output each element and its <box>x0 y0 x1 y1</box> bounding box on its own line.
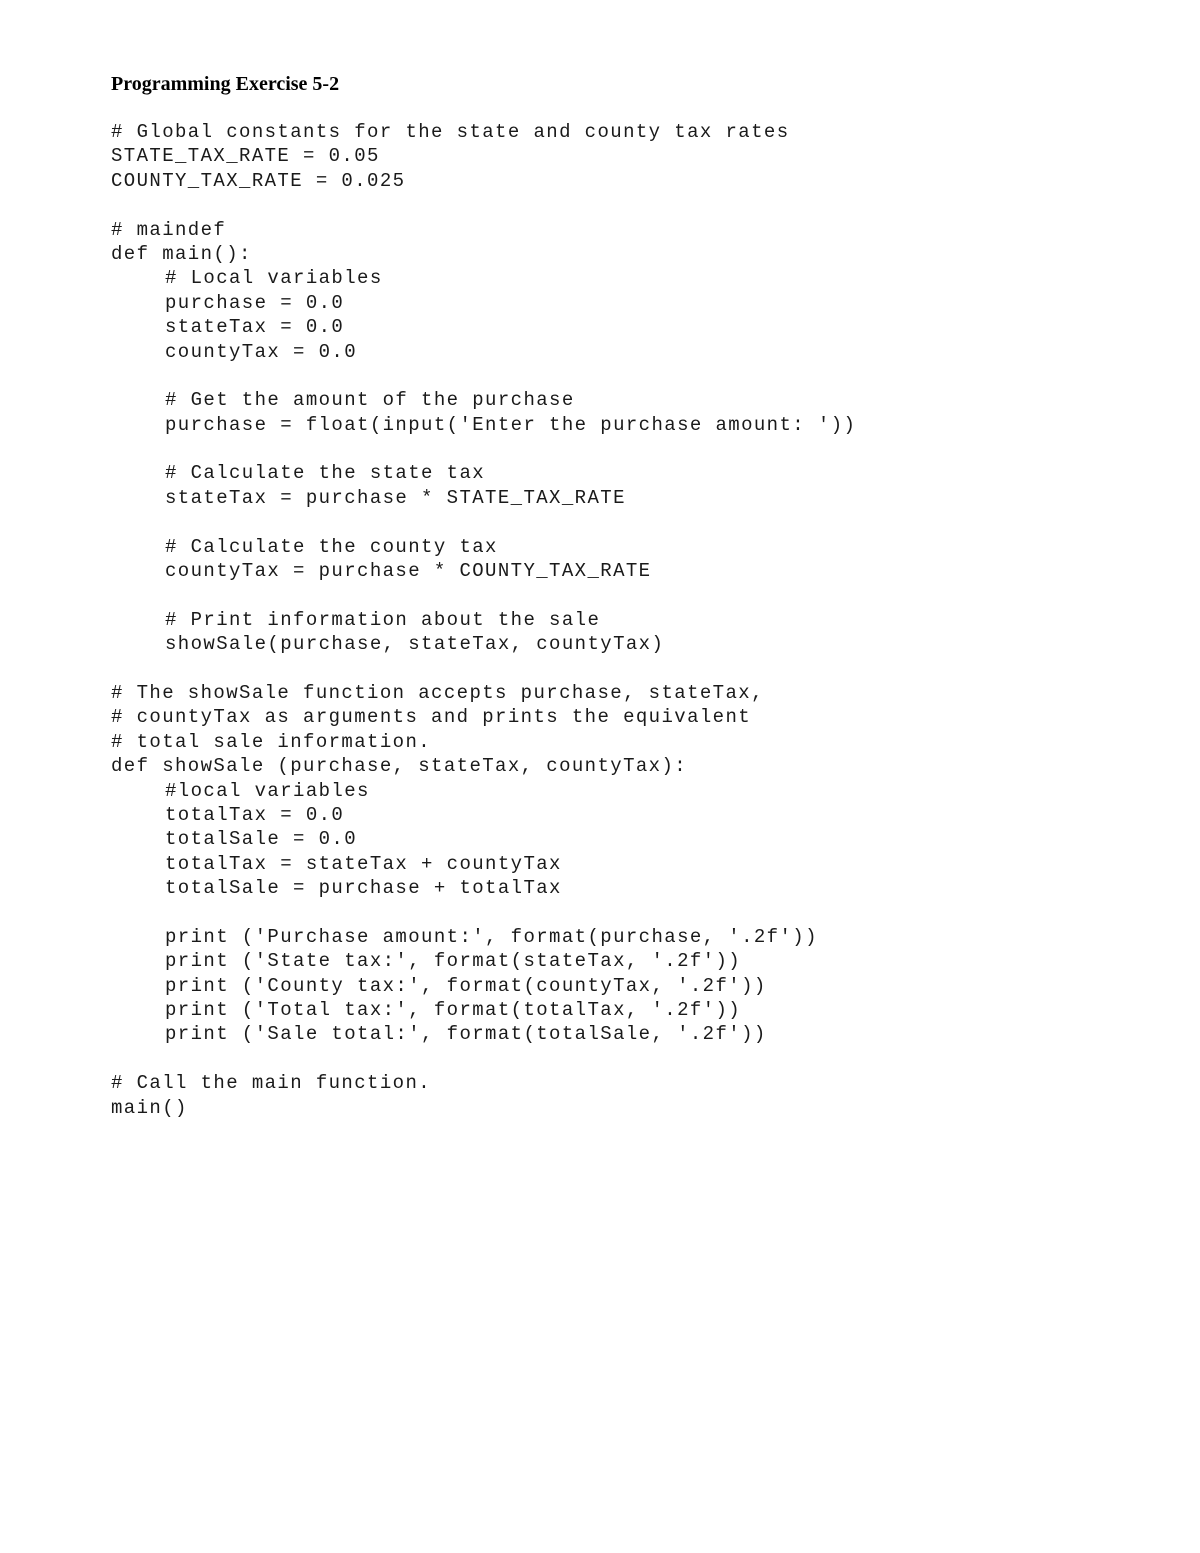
blank-line <box>111 1047 856 1071</box>
code-line: totalSale = purchase + totalTax <box>165 877 562 900</box>
code-line: stateTax = purchase * STATE_TAX_RATE <box>165 486 626 509</box>
code-line: def main(): <box>111 242 252 265</box>
code-line: totalSale = 0.0 <box>165 828 358 851</box>
blank-line <box>111 510 856 534</box>
code-line: STATE_TAX_RATE = 0.05 <box>111 145 380 168</box>
code-line: # The showSale function accepts purchase, stateTax, <box>111 681 764 704</box>
code-line: # Global constants for the state and county tax rates <box>111 121 790 143</box>
code-line: purchase = 0.0 <box>165 291 345 314</box>
code-line: COUNTY_TAX_RATE = 0.025 <box>111 169 406 192</box>
code-line: # Get the amount of the purchase <box>165 389 575 412</box>
code-line: purchase = float(input('Enter the purchase amount: ')) <box>165 413 857 436</box>
blank-line <box>111 657 856 681</box>
code-line: totalTax = 0.0 <box>165 803 345 826</box>
code-line: # maindef <box>111 218 227 241</box>
code-line: print ('State tax:', format(stateTax, '.2f')) <box>165 950 742 973</box>
code-line: stateTax = 0.0 <box>165 316 345 339</box>
code-line: totalTax = stateTax + countyTax <box>165 852 562 875</box>
blank-line <box>111 437 856 461</box>
code-line: # Print information about the sale <box>165 608 601 631</box>
code-line: print ('County tax:', format(countyTax, '.2f')) <box>165 974 767 997</box>
code-line: print ('Purchase amount:', format(purchase, '.2f')) <box>165 925 818 948</box>
code-line: # Calculate the state tax <box>165 462 486 485</box>
code-line: main() <box>111 1096 188 1119</box>
code-line: print ('Total tax:', format(totalTax, '.2f')) <box>165 999 742 1022</box>
blank-line <box>111 364 856 388</box>
code-line: #local variables <box>165 779 370 802</box>
code-line: countyTax = purchase * COUNTY_TAX_RATE <box>165 560 652 583</box>
code-line: # countyTax as arguments and prints the equivalent <box>111 706 752 729</box>
code-line: countyTax = 0.0 <box>165 340 358 363</box>
code-line: # Calculate the county tax <box>165 535 498 558</box>
code-line: # Call the main function. <box>111 1072 432 1095</box>
code-line: def showSale (purchase, stateTax, countyTax): <box>111 755 688 778</box>
code-listing <box>111 120 856 1120</box>
code-line: # Local variables <box>165 267 383 290</box>
blank-line <box>111 583 856 607</box>
code-line: # total sale information. <box>111 730 432 753</box>
document-title: Programming Exercise 5-2 <box>111 73 340 95</box>
blank-line <box>111 193 856 217</box>
blank-line <box>111 901 856 925</box>
code-line: print ('Sale total:', format(totalSale, '.2f')) <box>165 1023 767 1046</box>
code-line: showSale(purchase, stateTax, countyTax) <box>165 633 665 656</box>
